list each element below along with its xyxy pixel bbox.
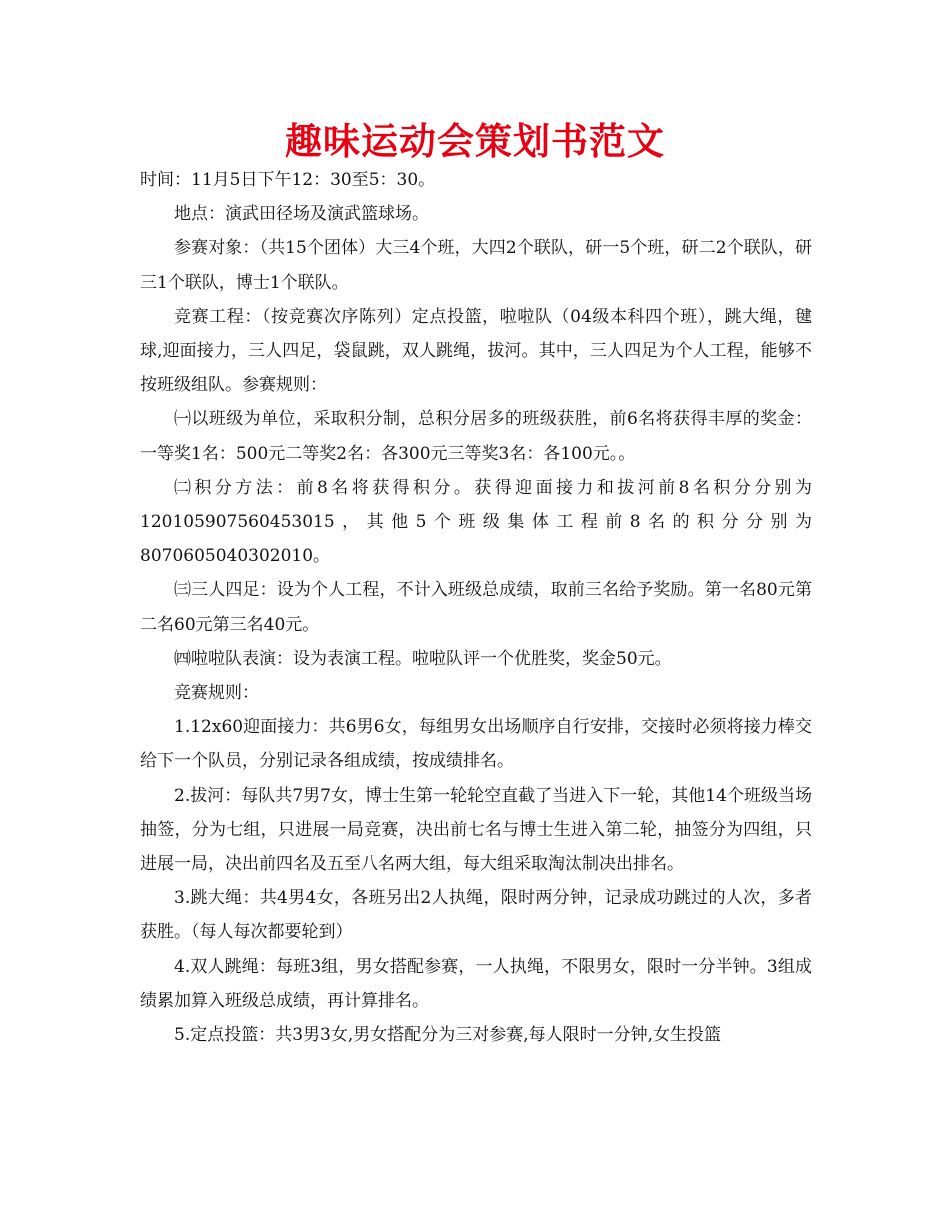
document-title: 趣味运动会策划书范文 (285, 120, 665, 163)
paragraph-shooting: 5.定点投篮：共3男3女,男女搭配分为三对参赛,每人限时一分钟,女生投篮 (174, 1025, 722, 1046)
paragraph-rule-2: ㈡积分方法：前8名将获得积分。获得迎面接力和拔河前8名积分分别为120105907560453015，其他5个班级集体工程前8名的积分分别为8070605040302010。 (140, 477, 812, 567)
paragraph-long-rope: 3.跳大绳：共4男4女，各班另出2人执绳，限时两分钟，记录成功跳过的人次，多者获胜。（每人每次都要轮到） (140, 888, 812, 943)
paragraph-time: 时间：11月5日下午12：30至5：30。 (140, 170, 436, 190)
paragraph-rule-1: ㈠以班级为单位，采取积分制，总积分居多的班级获胜，前6名将获得丰厚的奖金：一等奖1名：500元二等奖2名：各300元三等奖3名：各100元。。 (140, 409, 812, 464)
paragraph-tug-of-war: 2.拔河：每队共7男7女，博士生第一轮轮空直截了当进入下一轮，其他14个班级当场抽签，分为七组，只进展一局竞赛，决出前七名与博士生进入第二轮，抽签分为四组，只进展一局，决出前四名及五至八名两大组，每大组采取淘汰制决出排名。 (140, 785, 812, 875)
paragraph-location: 地点：演武田径场及演武篮球场。 (174, 204, 429, 225)
paragraph-participants: 参赛对象：（共15个团体）大三4个班，大四2个联队，研一5个班，研二2个联队，研三1个联队，博士1个联队。 (140, 238, 812, 293)
paragraph-relay: 1.12x60迎面接力：共6男6女，每组男女出场顺序自行安排，交接时必须将接力棒交给下一个队员，分别记录各组成绩，按成绩排名。 (140, 717, 812, 772)
document-body (140, 163, 812, 1052)
paragraph-double-rope: 4.双人跳绳：每班3组，男女搭配参赛，一人执绳，不限男女，限时一分半钟。3组成绩累加算入班级总成绩，再计算排名。 (140, 956, 812, 1011)
paragraph-events: 竞赛工程：（按竞赛次序陈列）定点投篮，啦啦队（04级本科四个班），跳大绳，毽球,迎面接力，三人四足，袋鼠跳，双人跳绳，拔河。其中，三人四足为个人工程，能够不按班级组队。参赛规则： (140, 306, 812, 396)
paragraph-rule-3: ㈢三人四足：设为个人工程，不计入班级总成绩，取前三名给予奖励。第一名80元第二名60元第三名40元。 (140, 580, 812, 635)
paragraph-rule-4: ㈣啦啦队表演：设为表演工程。啦啦队评一个优胜奖，奖金50元。 (174, 648, 672, 669)
paragraph-competition-rules-heading: 竞赛规则： (174, 683, 259, 704)
